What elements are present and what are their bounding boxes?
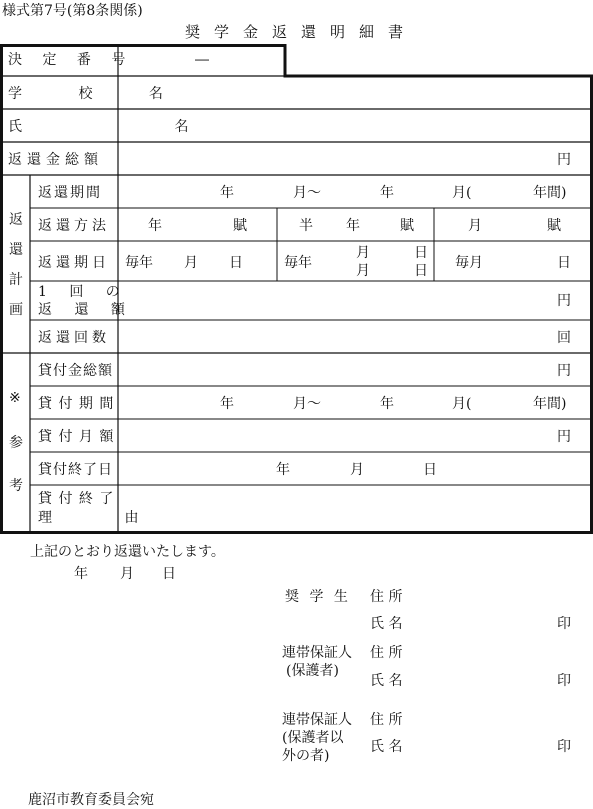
per-payment-yen: 円 — [557, 293, 571, 309]
date-semi-month1: 月 — [356, 245, 370, 261]
student-seal: 印 — [557, 616, 571, 632]
repayment-table — [0, 44, 593, 534]
date-annual-month: 月 — [184, 255, 198, 271]
repay-date-label: 返還期日 — [38, 255, 110, 271]
repay-period-month1: 月～ — [293, 185, 321, 201]
addressee: 鹿沼市教育委員会宛 — [28, 792, 154, 808]
repay-count-label: 返還回数 — [38, 330, 110, 346]
loan-period-years: 年間) — [533, 396, 567, 412]
method-annual-year: 年 — [148, 218, 162, 234]
document-title: 奨学金返還明細書 — [185, 23, 418, 41]
guarantor2-label-line3: 外の者) — [282, 748, 330, 764]
guarantor1-seal: 印 — [557, 673, 571, 689]
loan-end-year: 年 — [276, 462, 290, 478]
date-semi-day1: 日 — [414, 245, 428, 261]
method-semi-half: 半 — [299, 218, 313, 234]
guarantor2-seal: 印 — [557, 739, 571, 755]
loan-period-year2: 年 — [380, 396, 394, 412]
repay-plan-char-3: 計 — [9, 272, 23, 288]
loan-monthly-label: 貸 付 月 額 — [38, 429, 115, 445]
loan-period-month1: 月～ — [293, 396, 321, 412]
method-annual-fu: 賦 — [233, 218, 247, 234]
method-semi-year: 年 — [346, 218, 360, 234]
reference-char-1: ※ — [9, 390, 21, 406]
date-monthly-day: 日 — [557, 255, 571, 271]
repay-period-year2: 年 — [380, 185, 394, 201]
guarantor2-label-line1: 連帯保証人 — [282, 712, 352, 728]
loan-monthly-yen: 円 — [557, 429, 571, 445]
guarantor1-name-label: 氏 名 — [370, 673, 403, 689]
statement-text: 上記のとおり返還いたします。 — [30, 544, 225, 560]
repay-period-years: 年間) — [533, 185, 567, 201]
reference-char-3: 考 — [9, 478, 23, 494]
footer-date-day: 日 — [162, 566, 176, 582]
date-semi-month2: 月 — [356, 263, 370, 279]
loan-reason-label-line1: 貸 付 終 了 — [38, 491, 115, 507]
reference-char-2: 参 — [9, 435, 23, 451]
loan-total-label: 貸付金総額 — [38, 363, 113, 379]
guarantor2-address-label: 住 所 — [370, 712, 403, 728]
loan-period-month2: 月( — [452, 396, 472, 412]
total-repay-label: 返還金総額 — [8, 152, 103, 168]
loan-period-label: 貸 付 期 間 — [38, 396, 115, 412]
per-payment-label-line2: 返 還 額 — [38, 302, 134, 318]
guarantor2-name-label: 氏 名 — [370, 739, 403, 755]
repay-plan-char-2: 還 — [9, 242, 23, 258]
date-semi-day2: 日 — [414, 263, 428, 279]
loan-total-yen: 円 — [557, 363, 571, 379]
form-number: 様式第7号(第8条関係) — [2, 3, 143, 19]
guarantor2-label-line2: (保護者以 — [282, 730, 344, 746]
method-monthly-fu: 賦 — [547, 218, 561, 234]
guarantor1-label-line1: 連帯保証人 — [282, 645, 352, 661]
date-annual-every: 毎年 — [125, 255, 153, 271]
loan-end-month: 月 — [350, 462, 364, 478]
method-monthly-month: 月 — [468, 218, 482, 234]
loan-period-year1: 年 — [220, 396, 234, 412]
decision-number-label: 決 定 番 号 — [8, 52, 134, 68]
method-semi-fu: 賦 — [400, 218, 414, 234]
repay-plan-char-4: 画 — [9, 302, 23, 318]
repay-period-label: 返還期間 — [38, 185, 102, 201]
date-semi-every: 毎年 — [284, 255, 312, 271]
repay-plan-char-1: 返 — [9, 212, 23, 228]
per-payment-label-line1: 1 回 の — [38, 284, 129, 300]
date-annual-day: 日 — [229, 255, 243, 271]
student-name-label: 氏 名 — [370, 616, 403, 632]
name-label: 氏 名 — [8, 119, 263, 135]
repay-count-times: 回 — [557, 330, 571, 346]
loan-reason-label-line2: 理 由 — [38, 510, 173, 526]
repay-period-month2: 月( — [452, 185, 472, 201]
repay-period-year1: 年 — [220, 185, 234, 201]
school-name-label: 学 校 名 — [8, 86, 189, 102]
guarantor1-address-label: 住 所 — [370, 645, 403, 661]
student-address-label: 住 所 — [370, 589, 403, 605]
guarantor1-label-line2: (保護者) — [286, 663, 339, 679]
footer-date-month: 月 — [120, 566, 134, 582]
loan-end-day: 日 — [423, 462, 437, 478]
total-repay-yen: 円 — [557, 152, 571, 168]
student-label: 奨 学 生 — [285, 589, 351, 605]
repay-method-label: 返還方法 — [38, 218, 110, 234]
date-monthly-every: 毎月 — [455, 255, 483, 271]
decision-number-value: ― — [195, 52, 209, 68]
loan-end-label: 貸付終了日 — [38, 462, 113, 478]
footer-date-year: 年 — [74, 566, 88, 582]
